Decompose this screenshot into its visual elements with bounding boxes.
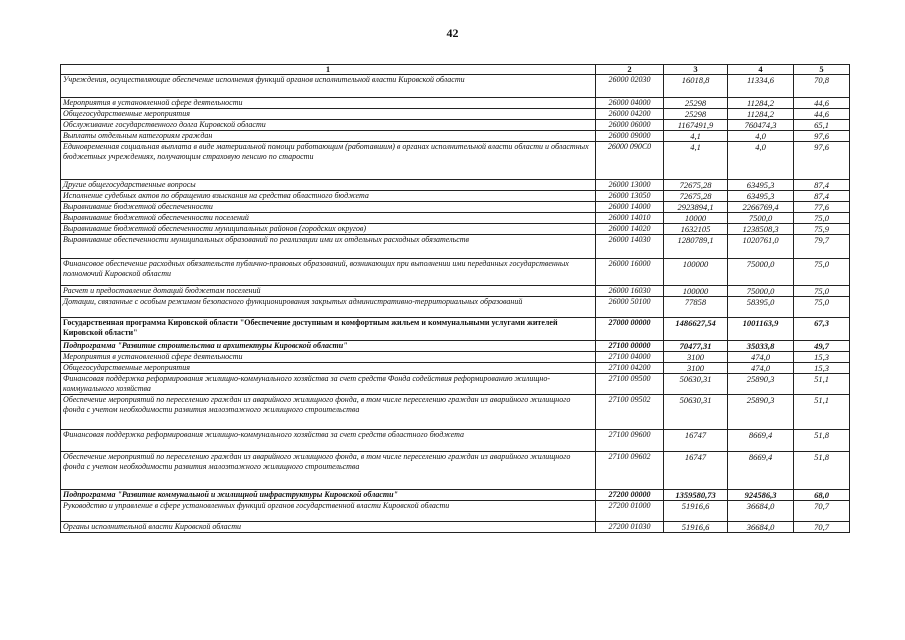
row-plan-amount: 1280789,1 bbox=[664, 235, 728, 259]
header-col-4: 4 bbox=[728, 65, 794, 75]
row-plan-amount: 1167491,9 bbox=[664, 120, 728, 131]
row-actual-amount: 75000,0 bbox=[728, 286, 794, 297]
row-description: Государственная программа Кировской области "Обеспечение доступным и комфортным жильем и коммунальными услугами жителей Кировской области" bbox=[61, 318, 596, 341]
row-description: Финансовая поддержка реформирования жилищно-коммунального хозяйства за счет средств областного бюджета bbox=[61, 430, 596, 452]
row-budget-code: 26000 14010 bbox=[596, 213, 664, 224]
table-row bbox=[61, 259, 850, 286]
row-actual-amount: 36684,0 bbox=[728, 501, 794, 522]
table-row bbox=[61, 213, 850, 224]
row-percent: 87,4 bbox=[794, 180, 850, 191]
page-number: 42 bbox=[446, 26, 459, 40]
row-plan-amount: 3100 bbox=[664, 352, 728, 363]
row-description: Подпрограмма "Развитие строительства и архитектуры Кировской области" bbox=[61, 341, 596, 352]
row-description: Дотации, связанные с особым режимом безопасного функционирования закрытых административно-территориальных образований bbox=[61, 297, 596, 318]
row-budget-code: 26000 04000 bbox=[596, 98, 664, 109]
row-description: Общегосударственные мероприятия bbox=[61, 109, 596, 120]
table-row bbox=[61, 297, 850, 318]
table-row bbox=[61, 131, 850, 142]
row-budget-code: 27100 09602 bbox=[596, 452, 664, 490]
row-percent: 70,7 bbox=[794, 522, 850, 533]
row-plan-amount: 2923894,1 bbox=[664, 202, 728, 213]
table-row bbox=[61, 98, 850, 109]
row-plan-amount: 4,1 bbox=[664, 142, 728, 180]
row-percent: 51,8 bbox=[794, 430, 850, 452]
row-budget-code: 26000 16030 bbox=[596, 286, 664, 297]
row-percent: 68,0 bbox=[794, 490, 850, 501]
row-plan-amount: 50630,31 bbox=[664, 374, 728, 395]
row-actual-amount: 8669,4 bbox=[728, 430, 794, 452]
row-budget-code: 27100 04000 bbox=[596, 352, 664, 363]
row-budget-code: 26000 13000 bbox=[596, 180, 664, 191]
header-col-2: 2 bbox=[596, 65, 664, 75]
row-percent: 75,0 bbox=[794, 297, 850, 318]
table-row bbox=[61, 191, 850, 202]
row-budget-code: 27100 04200 bbox=[596, 363, 664, 374]
row-percent: 67,3 bbox=[794, 318, 850, 341]
row-description: Органы исполнительной власти Кировской области bbox=[61, 522, 596, 533]
row-percent: 44,6 bbox=[794, 98, 850, 109]
row-budget-code: 26000 090С0 bbox=[596, 142, 664, 180]
row-description: Обеспечение мероприятий по переселению граждан из аварийного жилищного фонда, в том числе переселению граждан из аварийного жилищного фонда с учетом необходимости развития малоэтажного жилищного строительства bbox=[61, 452, 596, 490]
row-plan-amount: 16747 bbox=[664, 452, 728, 490]
row-description: Обеспечение мероприятий по переселению граждан из аварийного жилищного фонда, в том числе переселению граждан из аварийного жилищного фонда с учетом необходимости развития малоэтажного жилищного строительства bbox=[61, 395, 596, 430]
row-percent: 75,0 bbox=[794, 259, 850, 286]
row-plan-amount: 51916,6 bbox=[664, 501, 728, 522]
row-percent: 70,7 bbox=[794, 501, 850, 522]
row-actual-amount: 4,0 bbox=[728, 131, 794, 142]
row-budget-code: 27200 00000 bbox=[596, 490, 664, 501]
row-percent: 97,6 bbox=[794, 131, 850, 142]
row-percent: 70,8 bbox=[794, 75, 850, 98]
table-row bbox=[61, 202, 850, 213]
row-percent: 75,0 bbox=[794, 286, 850, 297]
row-budget-code: 26000 06000 bbox=[596, 120, 664, 131]
table-row bbox=[61, 109, 850, 120]
row-actual-amount: 36684,0 bbox=[728, 522, 794, 533]
row-percent: 51,1 bbox=[794, 395, 850, 430]
row-plan-amount: 72675,28 bbox=[664, 180, 728, 191]
table-row bbox=[61, 286, 850, 297]
row-actual-amount: 474,0 bbox=[728, 352, 794, 363]
row-budget-code: 26000 14020 bbox=[596, 224, 664, 235]
row-description: Подпрограмма "Развитие коммунальной и жилищной инфраструктуры Кировской области" bbox=[61, 490, 596, 501]
row-description: Общегосударственные мероприятия bbox=[61, 363, 596, 374]
row-budget-code: 27200 01030 bbox=[596, 522, 664, 533]
row-description: Мероприятия в установленной сфере деятельности bbox=[61, 352, 596, 363]
table-row bbox=[61, 501, 850, 522]
row-plan-amount: 4,1 bbox=[664, 131, 728, 142]
row-plan-amount: 3100 bbox=[664, 363, 728, 374]
row-actual-amount: 11284,2 bbox=[728, 109, 794, 120]
row-percent: 15,3 bbox=[794, 352, 850, 363]
row-plan-amount: 16747 bbox=[664, 430, 728, 452]
row-actual-amount: 63495,3 bbox=[728, 180, 794, 191]
row-description: Руководство и управление в сфере установленных функций органов государственной власти Кировской области bbox=[61, 501, 596, 522]
row-actual-amount: 63495,3 bbox=[728, 191, 794, 202]
table-row bbox=[61, 352, 850, 363]
row-budget-code: 27100 09502 bbox=[596, 395, 664, 430]
row-plan-amount: 100000 bbox=[664, 286, 728, 297]
row-plan-amount: 10000 bbox=[664, 213, 728, 224]
row-budget-code: 26000 14000 bbox=[596, 202, 664, 213]
row-description: Финансовая поддержка реформирования жилищно-коммунального хозяйства за счет средств Фонда содействия реформированию жилищно-коммунального хозяйства bbox=[61, 374, 596, 395]
row-description: Выравнивание обеспеченности муниципальных образований по реализации ими их отдельных расходных обязательств bbox=[61, 235, 596, 259]
table-row bbox=[61, 490, 850, 501]
header-col-5: 5 bbox=[794, 65, 850, 75]
table-header-row bbox=[61, 65, 850, 75]
table-row bbox=[61, 395, 850, 430]
row-plan-amount: 1486627,54 bbox=[664, 318, 728, 341]
row-budget-code: 26000 13050 bbox=[596, 191, 664, 202]
table-body bbox=[61, 75, 850, 533]
row-actual-amount: 760474,3 bbox=[728, 120, 794, 131]
row-budget-code: 27200 01000 bbox=[596, 501, 664, 522]
table-row bbox=[61, 120, 850, 131]
row-percent: 51,8 bbox=[794, 452, 850, 490]
row-actual-amount: 4,0 bbox=[728, 142, 794, 180]
row-description: Финансовое обеспечение расходных обязательств публично-правовых образований, возникающих при выполнении ими переданных государственных полномочий Кировской области bbox=[61, 259, 596, 286]
row-percent: 97,6 bbox=[794, 142, 850, 180]
row-percent: 65,1 bbox=[794, 120, 850, 131]
row-actual-amount: 25890,3 bbox=[728, 395, 794, 430]
table-row bbox=[61, 142, 850, 180]
row-percent: 15,3 bbox=[794, 363, 850, 374]
row-description: Расчет и предоставление дотаций бюджетам поселений bbox=[61, 286, 596, 297]
row-plan-amount: 77858 bbox=[664, 297, 728, 318]
row-budget-code: 26000 16000 bbox=[596, 259, 664, 286]
row-description: Обслуживание государственного долга Кировской области bbox=[61, 120, 596, 131]
row-budget-code: 27000 00000 bbox=[596, 318, 664, 341]
row-percent: 77,6 bbox=[794, 202, 850, 213]
budget-table bbox=[60, 64, 850, 533]
row-description: Выравнивание бюджетной обеспеченности поселений bbox=[61, 213, 596, 224]
row-plan-amount: 25298 bbox=[664, 98, 728, 109]
table-row bbox=[61, 374, 850, 395]
row-percent: 75,0 bbox=[794, 213, 850, 224]
row-actual-amount: 924586,3 bbox=[728, 490, 794, 501]
table-row bbox=[61, 452, 850, 490]
row-percent: 51,1 bbox=[794, 374, 850, 395]
row-percent: 49,7 bbox=[794, 341, 850, 352]
table-row bbox=[61, 430, 850, 452]
row-budget-code: 27100 09500 bbox=[596, 374, 664, 395]
row-actual-amount: 35033,8 bbox=[728, 341, 794, 352]
row-plan-amount: 1359580,73 bbox=[664, 490, 728, 501]
row-budget-code: 27100 00000 bbox=[596, 341, 664, 352]
row-plan-amount: 16018,8 bbox=[664, 75, 728, 98]
row-description: Мероприятия в установленной сфере деятельности bbox=[61, 98, 596, 109]
header-col-1: 1 bbox=[61, 65, 596, 75]
row-description: Другие общегосударственные вопросы bbox=[61, 180, 596, 191]
row-plan-amount: 25298 bbox=[664, 109, 728, 120]
row-actual-amount: 75000,0 bbox=[728, 259, 794, 286]
row-budget-code: 26000 04200 bbox=[596, 109, 664, 120]
row-plan-amount: 51916,6 bbox=[664, 522, 728, 533]
row-description: Выравнивание бюджетной обеспеченности bbox=[61, 202, 596, 213]
row-description: Учреждения, осуществляющие обеспечение исполнения функций органов исполнительной власти Кировской области bbox=[61, 75, 596, 98]
row-plan-amount: 72675,28 bbox=[664, 191, 728, 202]
row-plan-amount: 50630,31 bbox=[664, 395, 728, 430]
row-actual-amount: 1020761,0 bbox=[728, 235, 794, 259]
row-actual-amount: 1001163,9 bbox=[728, 318, 794, 341]
row-description: Выплаты отдельным категориям граждан bbox=[61, 131, 596, 142]
table-row bbox=[61, 75, 850, 98]
row-budget-code: 26000 14030 bbox=[596, 235, 664, 259]
row-budget-code: 26000 50100 bbox=[596, 297, 664, 318]
header-col-3: 3 bbox=[664, 65, 728, 75]
row-plan-amount: 70477,31 bbox=[664, 341, 728, 352]
row-budget-code: 26000 09000 bbox=[596, 131, 664, 142]
row-actual-amount: 11284,2 bbox=[728, 98, 794, 109]
row-actual-amount: 25890,3 bbox=[728, 374, 794, 395]
row-actual-amount: 8669,4 bbox=[728, 452, 794, 490]
row-budget-code: 26000 02030 bbox=[596, 75, 664, 98]
row-description: Выравнивание бюджетной обеспеченности муниципальных районов (городских округов) bbox=[61, 224, 596, 235]
row-actual-amount: 1238508,3 bbox=[728, 224, 794, 235]
table-row bbox=[61, 180, 850, 191]
row-actual-amount: 7500,0 bbox=[728, 213, 794, 224]
row-actual-amount: 2266769,4 bbox=[728, 202, 794, 213]
row-description: Единовременная социальная выплата в виде материальной помощи работающим (работавшим) в органах исполнительной власти области и областных бюджетных учреждениях, получающим страховую пенсию по старости bbox=[61, 142, 596, 180]
table-row bbox=[61, 235, 850, 259]
row-percent: 87,4 bbox=[794, 191, 850, 202]
row-actual-amount: 58395,0 bbox=[728, 297, 794, 318]
table-row bbox=[61, 522, 850, 533]
table-row bbox=[61, 363, 850, 374]
table-row bbox=[61, 341, 850, 352]
row-actual-amount: 474,0 bbox=[728, 363, 794, 374]
row-actual-amount: 11334,6 bbox=[728, 75, 794, 98]
row-percent: 44,6 bbox=[794, 109, 850, 120]
row-budget-code: 27100 09600 bbox=[596, 430, 664, 452]
row-plan-amount: 100000 bbox=[664, 259, 728, 286]
row-percent: 79,7 bbox=[794, 235, 850, 259]
table-row bbox=[61, 318, 850, 341]
row-description: Исполнение судебных актов по обращению взыскания на средства областного бюджета bbox=[61, 191, 596, 202]
row-plan-amount: 1632105 bbox=[664, 224, 728, 235]
row-percent: 75,9 bbox=[794, 224, 850, 235]
table-row bbox=[61, 224, 850, 235]
